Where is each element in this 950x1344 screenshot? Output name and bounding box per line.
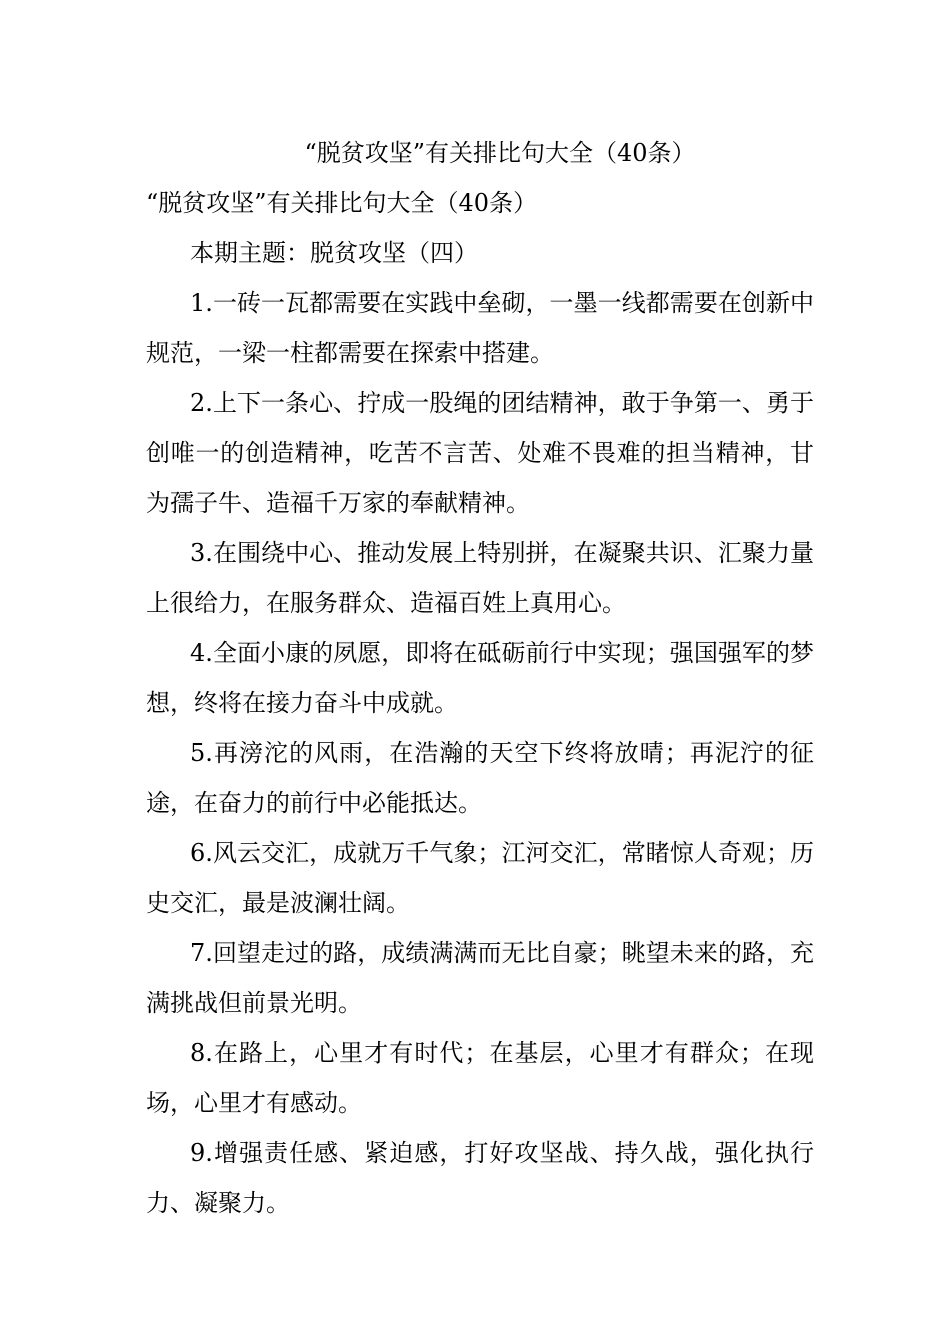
item-text: 全面小康的夙愿，即将在砥砺前行中实现；强国强军的梦想，终将在接力奋斗中成就。 <box>146 639 814 717</box>
item-number: 9. <box>190 1139 213 1167</box>
document-subtitle: “脱贫攻坚”有关排比句大全（40条） <box>146 189 538 217</box>
item-number: 2. <box>190 389 213 417</box>
list-item <box>146 728 814 828</box>
document-body <box>146 128 814 1228</box>
item-number: 5. <box>190 739 213 767</box>
list-item <box>146 928 814 1028</box>
item-number: 1. <box>190 289 213 317</box>
list-item <box>146 278 814 378</box>
item-number: 7. <box>190 939 213 967</box>
item-text: 风云交汇，成就万千气象；江河交汇，常睹惊人奇观；历史交汇，最是波澜壮阔。 <box>146 839 814 917</box>
list-item <box>146 1128 814 1228</box>
item-number: 8. <box>190 1039 213 1067</box>
item-number: 3. <box>190 539 213 567</box>
list-item <box>146 828 814 928</box>
item-text: 一砖一瓦都需要在实践中垒砌，一墨一线都需要在创新中规范，一梁一柱都需要在探索中搭建。 <box>146 289 814 367</box>
document-title: “脱贫攻坚”有关排比句大全（40条） <box>304 139 696 167</box>
list-item <box>146 378 814 528</box>
item-text: 再滂沱的风雨，在浩瀚的天空下终将放晴；再泥泞的征途，在奋力的前行中必能抵达。 <box>146 739 814 817</box>
list-item <box>146 1028 814 1128</box>
item-text: 回望走过的路，成绩满满而无比自豪；眺望未来的路，充满挑战但前景光明。 <box>146 939 814 1017</box>
item-text: 在围绕中心、推动发展上特别拼，在凝聚共识、汇聚力量上很给力，在服务群众、造福百姓上真用心。 <box>146 539 814 617</box>
item-text: 上下一条心、拧成一股绳的团结精神，敢于争第一、勇于创唯一的创造精神，吃苦不言苦、处难不畏难的担当精神，甘为孺子牛、造福千万家的奉献精神。 <box>146 389 814 517</box>
item-text: 在路上，心里才有时代；在基层，心里才有群众；在现场，心里才有感动。 <box>146 1039 814 1117</box>
item-text: 增强责任感、紧迫感，打好攻坚战、持久战，强化执行力、凝聚力。 <box>146 1139 814 1217</box>
topic-line: 本期主题：脱贫攻坚（四） <box>190 239 478 267</box>
list-item <box>146 628 814 728</box>
item-number: 4. <box>190 639 213 667</box>
list-item <box>146 528 814 628</box>
item-number: 6. <box>190 839 213 867</box>
